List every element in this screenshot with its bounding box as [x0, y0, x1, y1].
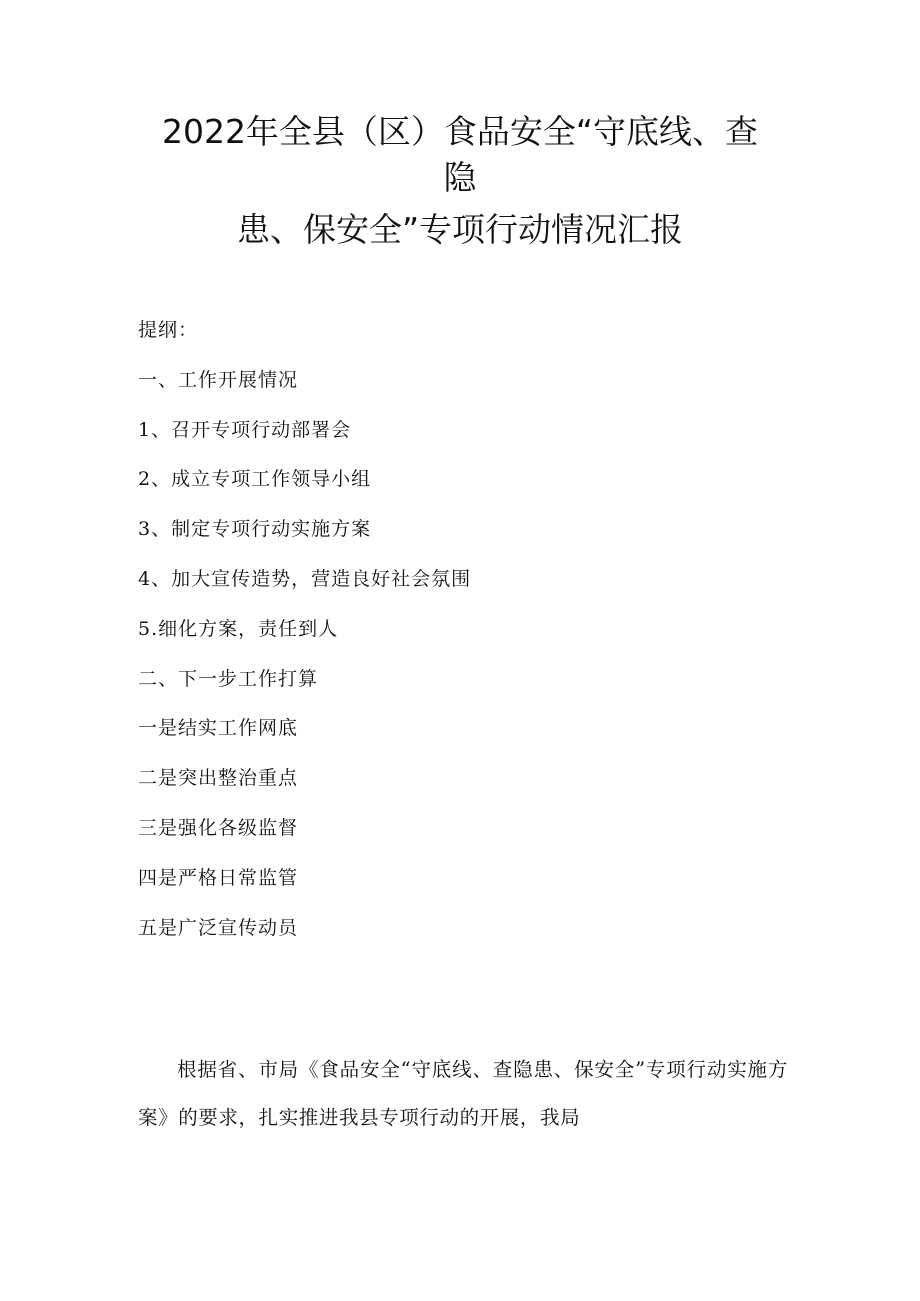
outline-item: 一是结实工作网底 — [138, 717, 299, 740]
outline-item: 五是广泛宣传动员 — [138, 916, 299, 939]
outline-item: 一、工作开展情况 — [138, 368, 299, 391]
outline-item: 四是严格日常监管 — [138, 866, 299, 889]
document-title-line-3: 患、保安全”专项行动情况汇报 — [236, 210, 684, 249]
outline-item: 4、加大宣传造势，营造良好社会氛围 — [138, 567, 472, 590]
outline-item: 三是强化各级监督 — [138, 816, 299, 839]
outline-item: 3、制定专项行动实施方案 — [138, 518, 372, 541]
outline-item: 1、召开专项行动部署会 — [138, 418, 352, 441]
body-paragraph: 根据省、市局《食品安全“守底线、查隐患、保安全”专项行动实施方案》的要求，扎实推进我县专项行动的开展，我局 — [138, 1058, 788, 1129]
document-title-line-2: 隐 — [443, 158, 477, 197]
outline-item: 2、成立专项工作领导小组 — [138, 468, 372, 491]
outline-item: 5.细化方案，责任到人 — [138, 617, 339, 640]
outline-heading: 提纲： — [138, 319, 199, 341]
outline-list — [138, 312, 471, 959]
outline-item: 二、下一步工作打算 — [138, 667, 319, 690]
outline-item: 二是突出整治重点 — [138, 767, 299, 790]
document-title-line-1: 2022年全县（区）食品安全“守底线、查 — [161, 112, 759, 151]
